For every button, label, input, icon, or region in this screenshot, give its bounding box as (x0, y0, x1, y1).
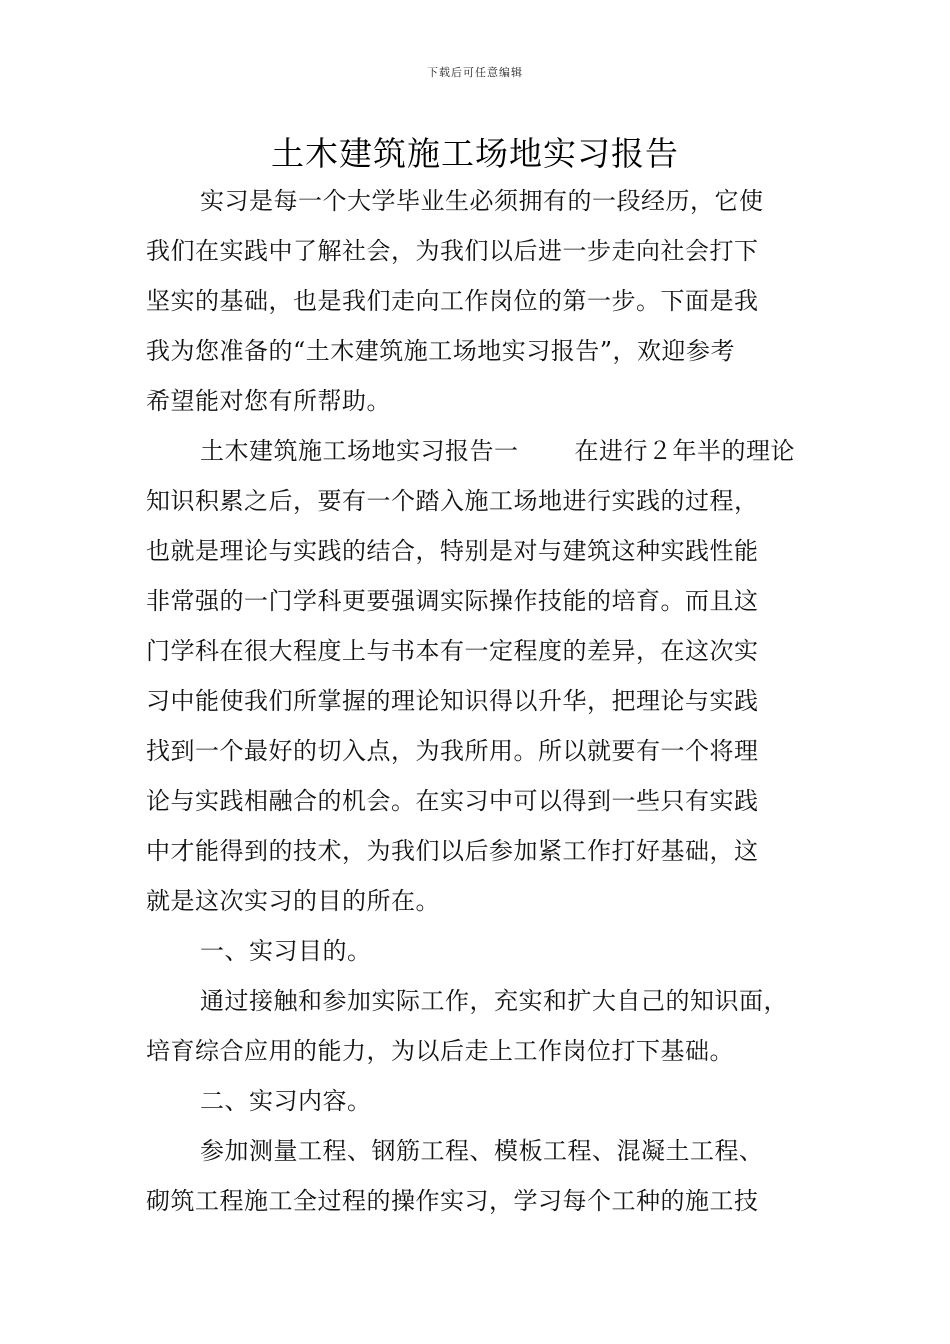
page-header-note: 下载后可任意编辑 (427, 66, 523, 79)
paragraph-line: 参加测量工程、钢筋工程、模板工程、混凝土工程、 (200, 1137, 764, 1165)
paragraph-line: 也就是理论与实践的结合，特别是对与建筑这种实践性能 (146, 537, 759, 565)
paragraph-line: 希望能对您有所帮助。 (146, 387, 391, 415)
section-heading: 一、实习目的。 (200, 937, 372, 965)
paragraph-line: 知识积累之后，要有一个踏入施工场地进行实践的过程， (146, 487, 759, 515)
paragraph-line: 坚实的基础，也是我们走向工作岗位的第一步。下面是我 (146, 287, 759, 315)
paragraph-line: 中才能得到的技术，为我们以后参加紧工作打好基础，这 (146, 837, 759, 865)
paragraph-line: 通过接触和参加实际工作，充实和扩大自己的知识面， (200, 987, 788, 1015)
document-body (146, 176, 836, 1226)
paragraph-line: 论与实践相融合的机会。在实习中可以得到一些只有实践 (146, 787, 759, 815)
section-heading: 土木建筑施工场地实习报告一 (200, 437, 519, 465)
paragraph-line: 实习是每一个大学毕业生必须拥有的一段经历，它使 (200, 187, 764, 215)
section-heading-line (146, 426, 836, 476)
paragraph-line: 门学科在很大程度上与书本有一定程度的差异，在这次实 (146, 637, 759, 665)
paragraph-text: 在进行２年半的理论 (574, 437, 795, 465)
paragraph-line: 培育综合应用的能力，为以后走上工作岗位打下基础。 (146, 1037, 734, 1065)
paragraph-line: 非常强的一门学科更要强调实际操作技能的培育。而且这 (146, 587, 759, 615)
paragraph-line: 砌筑工程施工全过程的操作实习，学习每个工种的施工技 (146, 1187, 759, 1215)
document-title: 土木建筑施工场地实习报告 (271, 134, 679, 173)
paragraph-line: 就是这次实习的目的所在。 (146, 887, 440, 915)
paragraph-line: 我为您准备的“土木建筑施工场地实习报告”，欢迎参考 (146, 337, 736, 365)
paragraph-line: 我们在实践中了解社会，为我们以后进一步走向社会打下 (146, 237, 759, 265)
paragraph-line: 习中能使我们所掌握的理论知识得以升华，把理论与实践 (146, 687, 759, 715)
paragraph-line: 找到一个最好的切入点，为我所用。所以就要有一个将理 (146, 737, 759, 765)
section-heading: 二、实习内容。 (200, 1087, 372, 1115)
